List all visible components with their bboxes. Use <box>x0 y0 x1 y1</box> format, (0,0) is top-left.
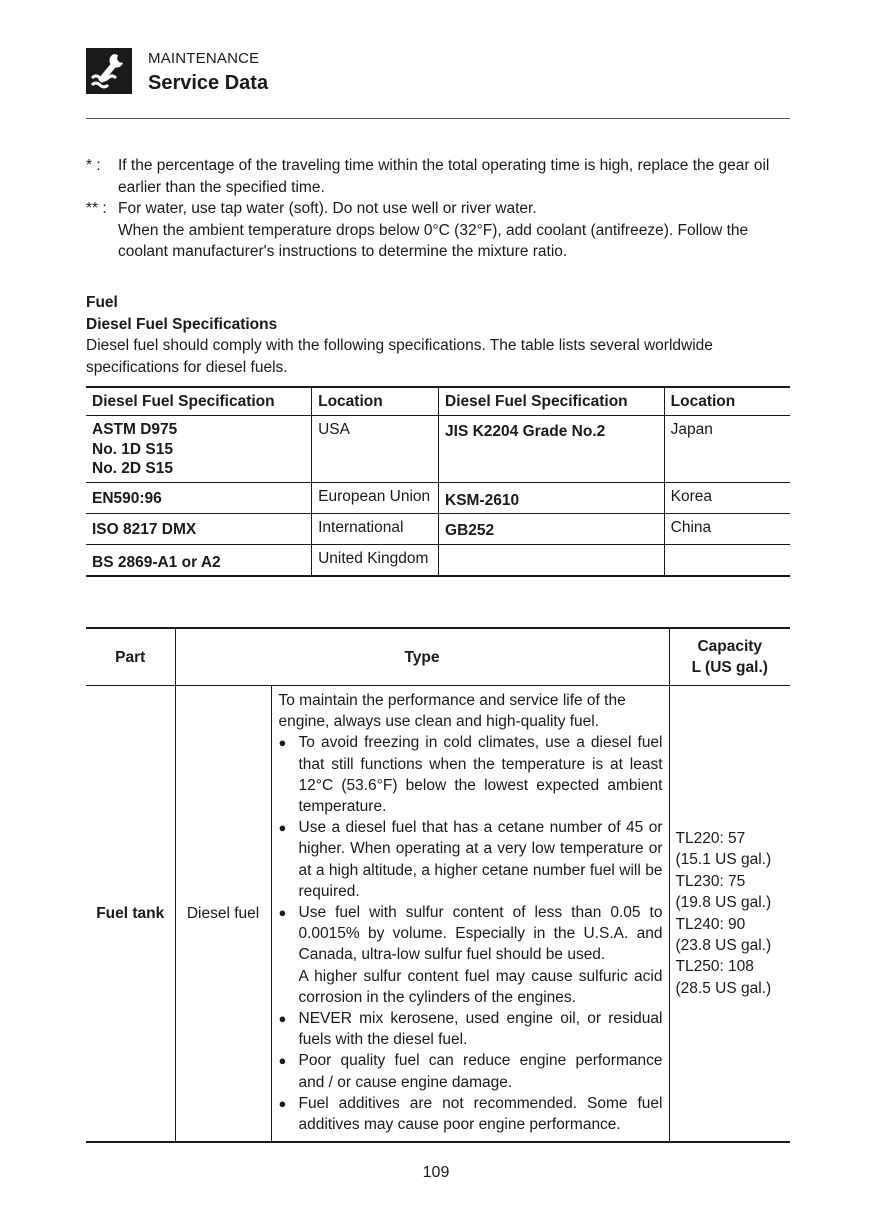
bullet-text: Use fuel with sulfur content of less than 0.05 to 0.0015% by volume. Especially in the U.S.A. and Canada, ultra-low sulfur fuel should be used. <box>298 904 663 964</box>
spec-code: No. 2D S15 <box>92 460 173 477</box>
footnote-text: When the ambient temperature drops below 0°C (32°F), add coolant (antifreeze). Follow the coolant manufacturer's instructions to determine the mixture ratio. <box>118 221 749 260</box>
header-divider <box>86 118 790 119</box>
spec-cell <box>86 514 312 545</box>
bullet-icon: ● <box>278 735 287 751</box>
column-header: Location <box>664 387 790 416</box>
spec-code: ISO 8217 DMX <box>92 521 197 538</box>
bullet-icon: ● <box>278 1053 287 1069</box>
bullet-icon: ● <box>278 1095 287 1111</box>
spec-code: ASTM D975 <box>92 421 178 438</box>
list-item <box>279 732 663 817</box>
fuel-intro-text: Diesel fuel should comply with the following specifications. The table lists several worldwide specifications for diesel fuels. <box>86 337 713 376</box>
list-item <box>279 1008 663 1050</box>
section-label: MAINTENANCE <box>148 50 260 67</box>
wrench-spring-icon <box>86 48 132 94</box>
footnote <box>86 155 790 198</box>
location-cell: European Union <box>312 482 439 514</box>
capacity-value: TL240: 90 <box>675 915 746 933</box>
capacity-header-line: L (US gal.) <box>691 659 768 676</box>
spec-cell: KSM-2610 <box>439 482 665 514</box>
capacity-cell <box>669 686 790 1143</box>
capacity-value: TL250: 108 <box>675 958 754 976</box>
footnote <box>86 198 790 263</box>
table-row <box>86 544 790 576</box>
table-row <box>86 416 790 483</box>
spec-cell <box>439 544 665 576</box>
capacity-value: TL230: 75 <box>675 872 746 890</box>
location-cell <box>664 544 790 576</box>
column-header: Location <box>312 387 439 416</box>
diesel-spec-heading: Diesel Fuel Specifications <box>86 315 278 333</box>
bullet-text: Poor quality fuel can reduce engine performance and / or cause engine damage. <box>298 1052 663 1091</box>
bullet-text: Fuel additives are not recommended. Some fuel additives may cause poor engine performance. <box>298 1094 663 1134</box>
table-row <box>86 482 790 514</box>
fuel-heading: Fuel <box>86 294 118 311</box>
location-cell: China <box>664 514 790 545</box>
page-number: 109 <box>422 1164 450 1181</box>
spec-cell: JIS K2204 Grade No.2 <box>439 416 665 483</box>
column-header <box>669 628 790 686</box>
footnotes <box>86 155 790 263</box>
spec-code: No. 1D S15 <box>92 440 173 458</box>
column-header: Diesel Fuel Specification <box>439 387 665 416</box>
spec-cell <box>86 482 312 514</box>
bullet-icon: ● <box>278 820 287 836</box>
capacity-value: (19.8 US gal.) <box>675 894 772 912</box>
location-cell: USA <box>312 416 439 483</box>
spec-cell: GB252 <box>439 514 665 545</box>
capacity-value: TL220: 57 <box>675 830 746 847</box>
capacity-value: (23.8 US gal.) <box>675 937 772 955</box>
bullet-text: To avoid freezing in cold climates, use a diesel fuel that still functions when the temperature is at least 12°C (53.6°F) below the lowest expected ambient temperature. <box>298 734 663 816</box>
column-header: Diesel Fuel Specification <box>86 387 312 416</box>
bullet-icon: ● <box>278 1011 287 1027</box>
bullet-text: NEVER mix kerosene, used engine oil, or residual fuels with the diesel fuel. <box>298 1010 663 1049</box>
table-header-row <box>86 387 790 416</box>
table-row <box>86 514 790 545</box>
location-cell: International <box>312 514 439 545</box>
page-title: Service Data <box>148 72 269 94</box>
capacity-header-line: Capacity <box>697 638 763 655</box>
spec-cell <box>86 544 312 576</box>
list-item <box>279 902 663 966</box>
location-cell: Japan <box>664 416 790 483</box>
footnote-text: If the percentage of the traveling time within the total operating time is high, replace the gear oil earlier than the specified time. <box>118 157 770 196</box>
list-item <box>279 817 663 902</box>
fuel-capacity-table <box>86 627 790 1143</box>
page-header <box>86 46 790 120</box>
list-item <box>279 1050 663 1092</box>
type-cell <box>271 686 669 1143</box>
spec-cell <box>86 416 312 483</box>
footnote-text: For water, use tap water (soft). Do not use well or river water. <box>118 200 537 217</box>
fuel-section <box>86 292 790 378</box>
spec-code: BS 2869-A1 or A2 <box>92 553 221 571</box>
spec-code: EN590:96 <box>92 489 162 507</box>
table-row <box>86 686 790 1143</box>
capacity-value: (28.5 US gal.) <box>675 979 772 997</box>
location-cell: United Kingdom <box>312 544 439 576</box>
footnote-mark: ** : <box>86 200 107 217</box>
footnote-mark: * : <box>86 157 101 174</box>
part-cell: Fuel tank <box>96 904 165 922</box>
diesel-spec-table <box>86 386 790 577</box>
column-header: Part <box>86 628 175 686</box>
capacity-value: (15.1 US gal.) <box>675 851 772 869</box>
type-intro: To maintain the performance and service life of the engine, always use clean and high-quality fuel. <box>278 692 626 731</box>
bullet-continuation: A higher sulfur content fuel may cause sulfuric acid corrosion in the cylinders of the engines. <box>298 967 663 1006</box>
list-item <box>279 1093 663 1135</box>
table-header-row <box>86 628 790 686</box>
location-cell: Korea <box>664 482 790 514</box>
subpart-cell: Diesel fuel <box>175 686 271 1143</box>
bullet-icon: ● <box>278 905 287 921</box>
bullet-text: Use a diesel fuel that has a cetane number of 45 or higher. When operating at a very low temperature or at a high altitude, a higher cetane number fuel will be required. <box>298 819 663 900</box>
column-header: Type <box>175 628 669 686</box>
